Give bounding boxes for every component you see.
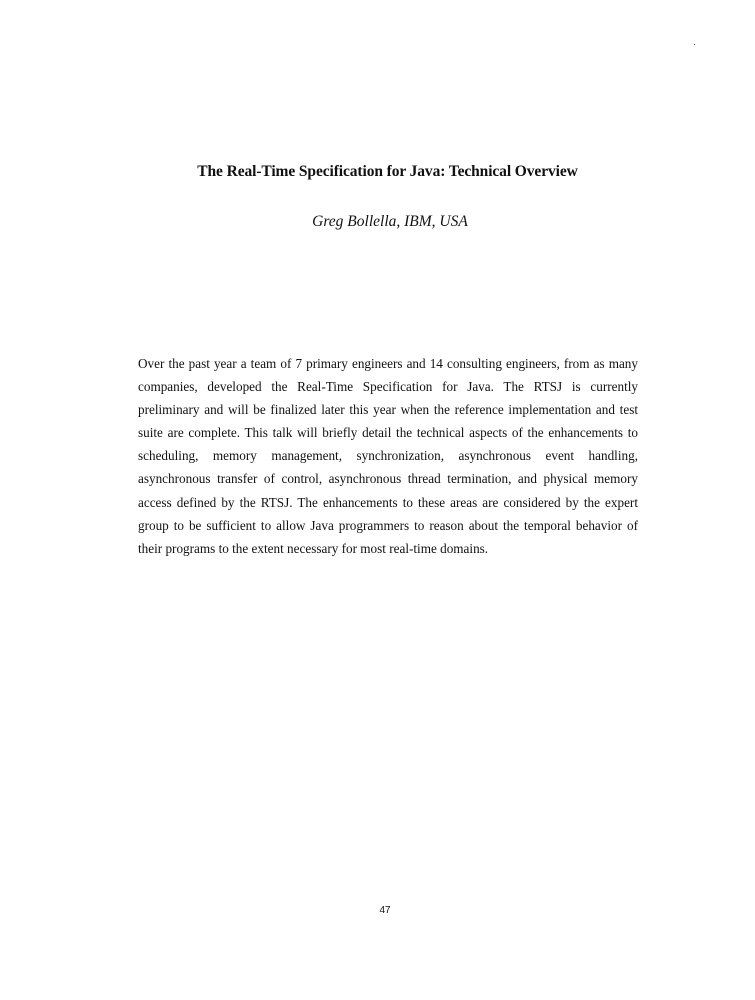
paper-title: The Real-Time Specification for Java: Technical Overview [197,163,578,180]
abstract-paragraph: Over the past year a team of 7 primary engineers and 14 consulting engineers, from as many companies, developed the Real-Time Specification for Java. The RTSJ is currently preliminary and will be finalized later this year when the reference implementation and test suite are complete. This talk will briefly detail the technical aspects of the enhancements to scheduling, memory management, synchronization, asynchronous event handling, asynchronous transfer of control, asynchronous thread termination, and physical memory access defined by the RTSJ. The enhancements to these areas are considered by the expert group to be sufficient to allow Java programmers to reason about the temporal behavior of their programs to the extent necessary for most real-time domains. [138,356,638,556]
scan-speck [694,44,695,45]
page-number: 47 [379,905,391,916]
paper-author: Greg Bollella, IBM, USA [312,213,468,230]
